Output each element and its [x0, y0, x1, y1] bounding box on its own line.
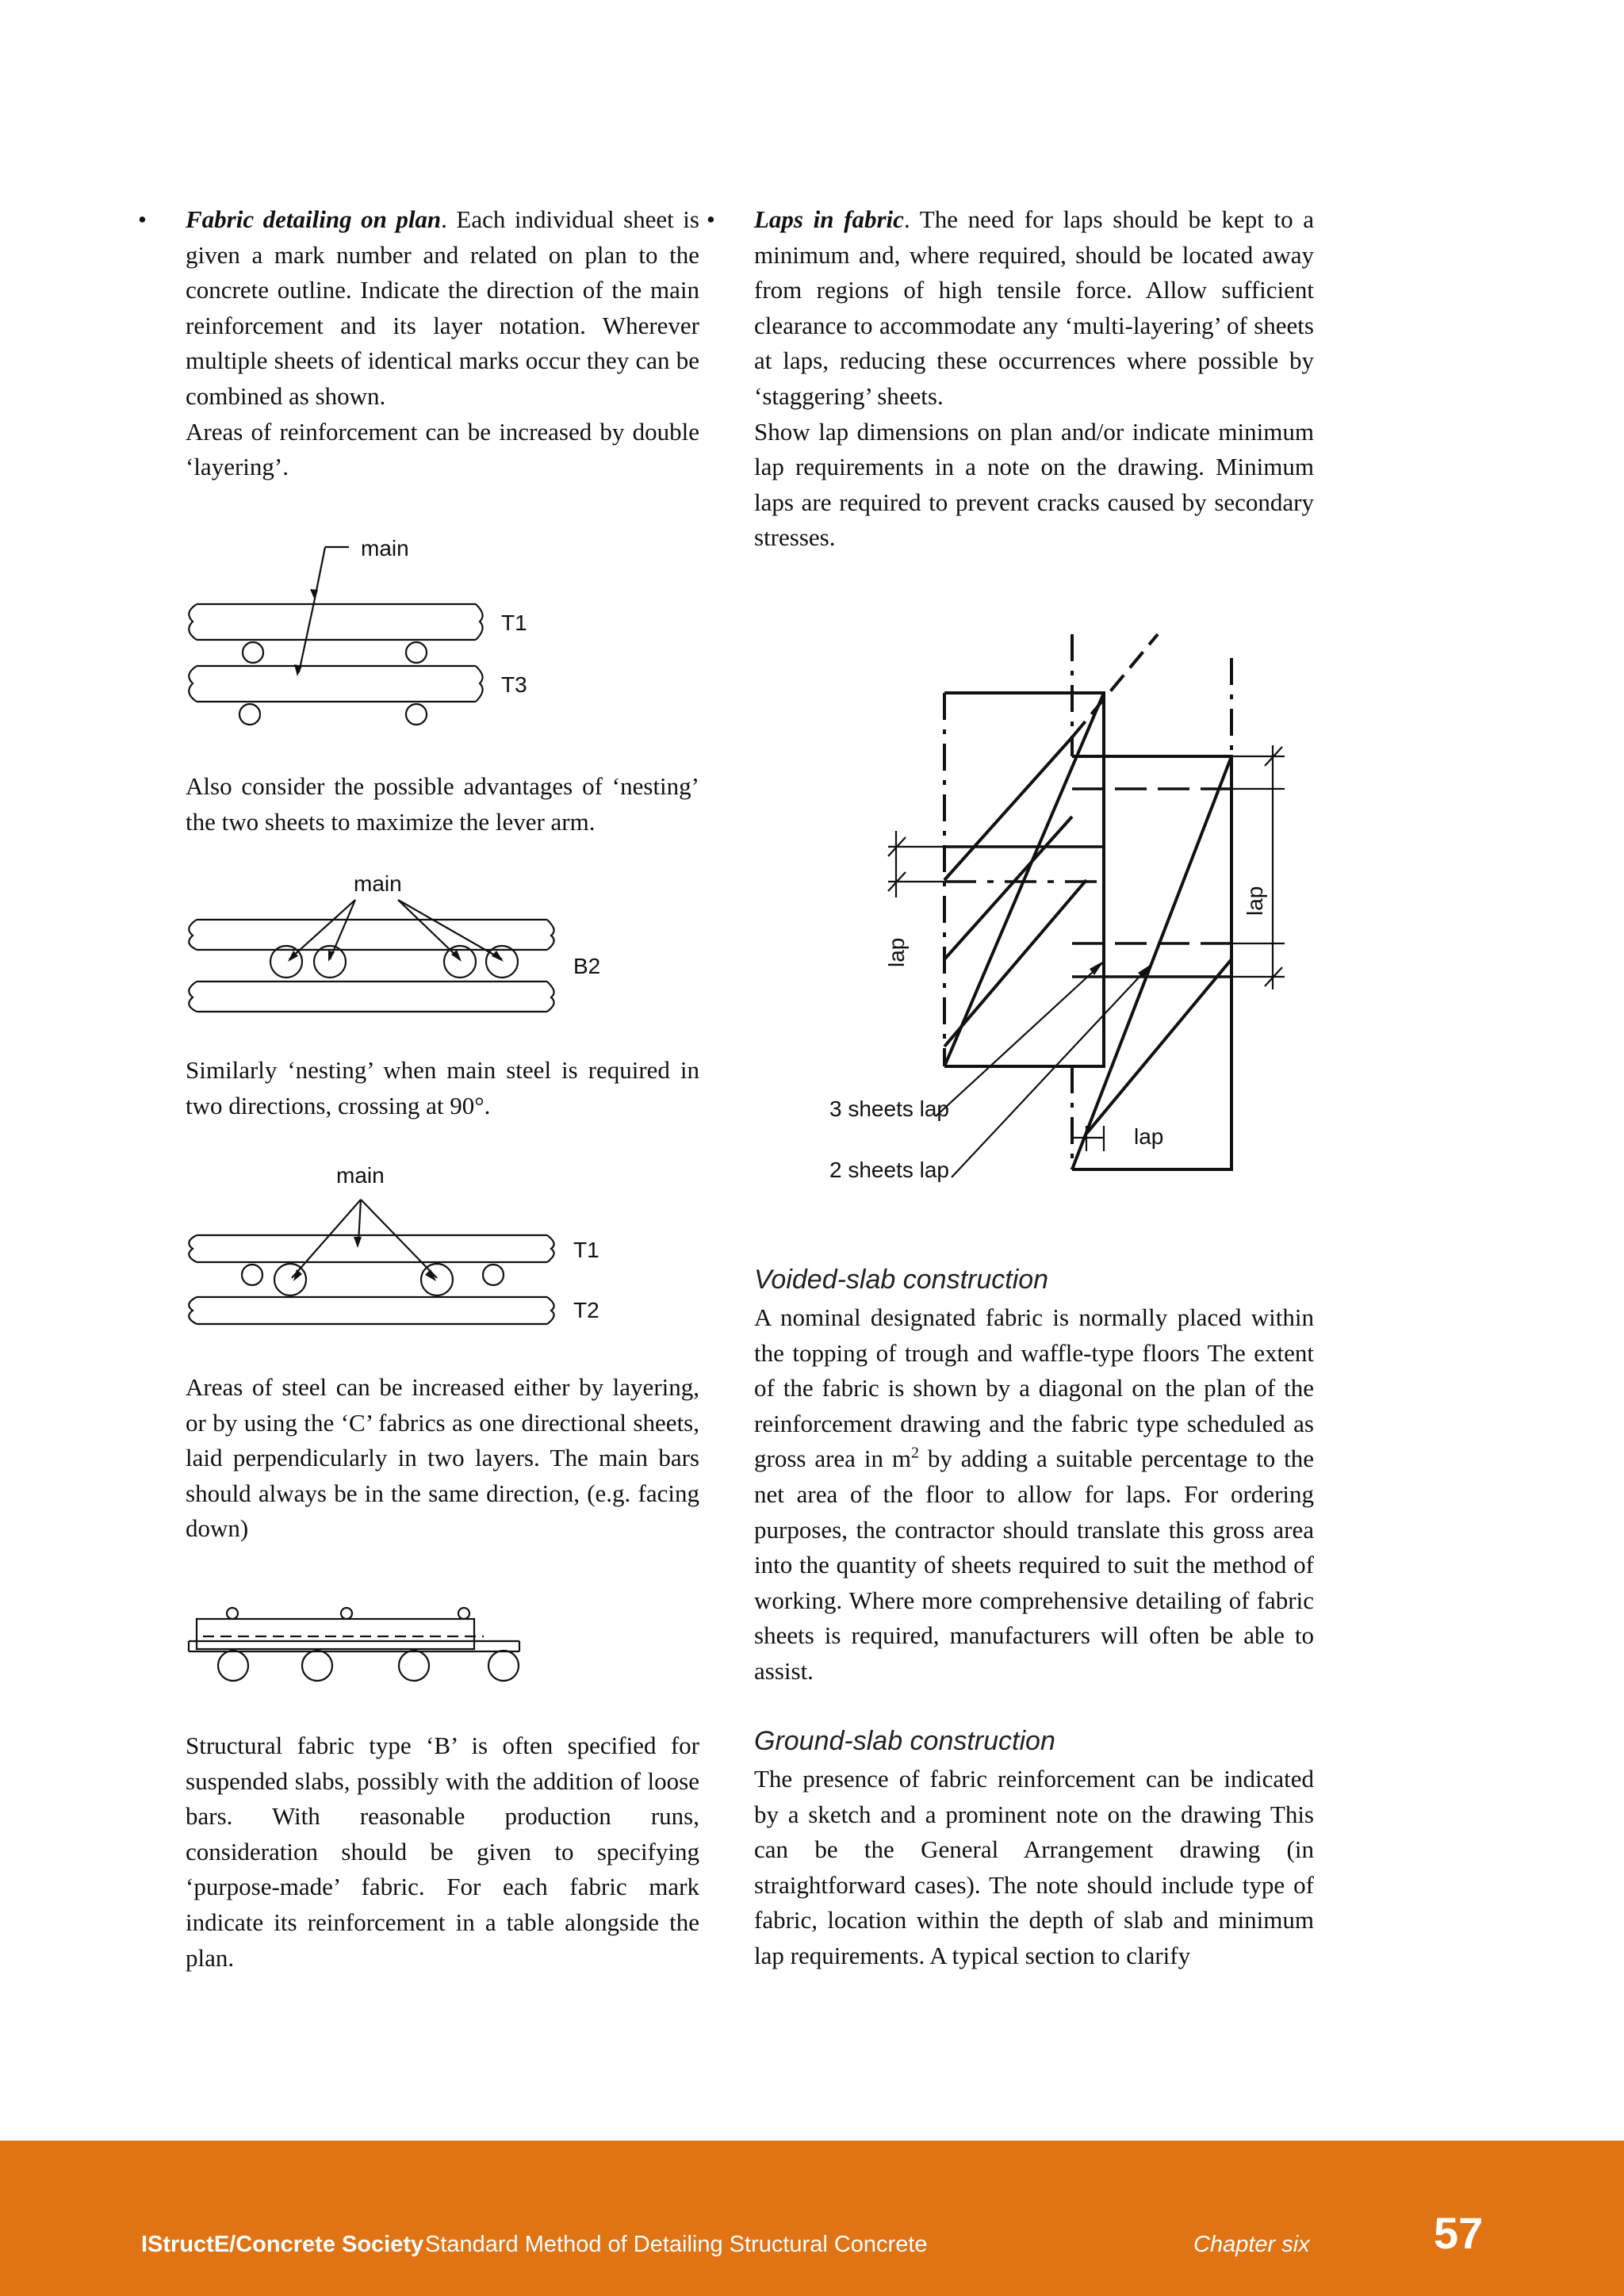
footer-bar — [0, 2141, 1624, 2296]
figure-double-layering — [182, 527, 531, 733]
footer-org: IStructE/Concrete Society — [141, 2232, 424, 2257]
text-laps-in-fabric: . The need for laps should be kept to a minimum and, where required, should be located away from regions of high tensile force. Allow sufficient clearance to accommodate any ‘multi-layering’ of sheets at laps, reducing these occurrences where possible by ‘staggering’ sheets. — [754, 205, 1314, 410]
heading-ground-slab: Ground-slab construction — [754, 1726, 1055, 1756]
paragraph-voided-slab — [754, 1300, 1314, 1689]
label-t2: T2 — [573, 1298, 599, 1322]
label-lap-bottom: lap — [1134, 1124, 1164, 1149]
paragraph-ground-slab: The presence of fabric reinforcement can be indicated by a sketch and a prominent note on the drawing This can be the General Arrangement drawing (in straightforward cases). The note should include type of fabric, location within the depth of slab and minimum lap requirements. A typical section to clarify — [754, 1765, 1314, 1969]
bullet-mark: • — [707, 205, 715, 233]
figure-c-fabric — [182, 1598, 531, 1689]
label-t1: T1 — [573, 1238, 599, 1262]
label-main: main — [361, 536, 409, 561]
figure-fabric-laps — [817, 626, 1308, 1197]
lead-fabric-detailing: Fabric detailing on plan — [186, 205, 442, 233]
footer-chapter: Chapter six — [1193, 2232, 1310, 2257]
figure-nesting — [182, 864, 611, 1015]
paragraph-double-layering: Areas of reinforcement can be increased by double ‘layering’. — [186, 417, 699, 481]
paragraph-nesting: Also consider the possible advantages of ‘nesting’ the two sheets to maximize the lever arm. — [186, 772, 699, 836]
bullet-laps-in-fabric — [707, 202, 1314, 556]
label-t1: T1 — [501, 610, 527, 635]
footer-title: Standard Method of Detailing Structural Concrete — [425, 2232, 928, 2257]
text-voided-slab-a: A nominal designated fabric is normally placed within the topping of trough and waffle-type floors The extent of the fabric is shown by a diagonal on the plan of the reinforcement drawing and the fabric type scheduled as gross area in m — [754, 1303, 1314, 1473]
label-two-sheets-lap: 2 sheets lap — [829, 1158, 949, 1182]
heading-voided-slab: Voided-slab construction — [754, 1265, 1049, 1295]
leader-main-2 — [299, 599, 315, 672]
label-main: main — [354, 871, 402, 896]
left-column — [138, 202, 699, 485]
bullet-fabric-detailing — [138, 202, 699, 485]
label-main: main — [336, 1163, 385, 1188]
paragraph-structural-fabric-b: Structural fabric type ‘B’ is often specified for suspended slabs, possibly with the addition of loose bars. With reasonable production runs, consideration should be given to specifying ‘purpose-made’ fabric. For each fabric mark indicate its reinforcement in a table alongside the plan. — [186, 1732, 699, 1972]
text-fabric-detailing: . Each individual sheet is given a mark number and related on plan to the concrete outline. Indicate the direction of the main reinforcement and its layer notation. Wherever multiple sheets of identical marks occur they can be combined as shown. — [186, 205, 699, 410]
right-column — [707, 202, 1314, 556]
lead-laps-in-fabric: Laps in fabric — [754, 205, 904, 233]
paragraph-fabric-detailing — [186, 202, 699, 415]
label-lap-right: lap — [1243, 886, 1267, 916]
label-t3: T3 — [501, 672, 527, 697]
label-lap-left: lap — [884, 937, 909, 967]
paragraph-laps-in-fabric — [754, 202, 1314, 415]
paragraph-lap-dimensions: Show lap dimensions on plan and/or indicate minimum lap requirements in a note on the drawing. Minimum laps are required to prevent cracks caused by secondary stresses. — [754, 417, 1314, 552]
superscript-2: 2 — [910, 1445, 919, 1463]
paragraph-areas-of-steel: Areas of steel can be increased either by layering, or by using the ‘C’ fabrics as one directional sheets, laid perpendicularly in two layers. The main bars should always be in the same direction, (e.g. facing down) — [186, 1373, 699, 1543]
label-b2: B2 — [573, 954, 601, 978]
label-three-sheets-lap: 3 sheets lap — [829, 1096, 949, 1121]
text-voided-slab-b: by adding a suitable percentage to the net area of the floor to allow for laps. For ordering purposes, the contractor should translate this gross area into the quantity of sheets required to suit the method of working. Where more comprehensive detailing of fabric sheets is required, manufacturers will often be able to assist. — [754, 1445, 1314, 1685]
bullet-mark: • — [138, 205, 147, 233]
paragraph-nesting-90: Similarly ‘nesting’ when main steel is required in two directions, crossing at 90°. — [186, 1056, 699, 1119]
footer-page-number: 57 — [1434, 2208, 1484, 2258]
figure-nesting-crossing — [182, 1156, 611, 1338]
